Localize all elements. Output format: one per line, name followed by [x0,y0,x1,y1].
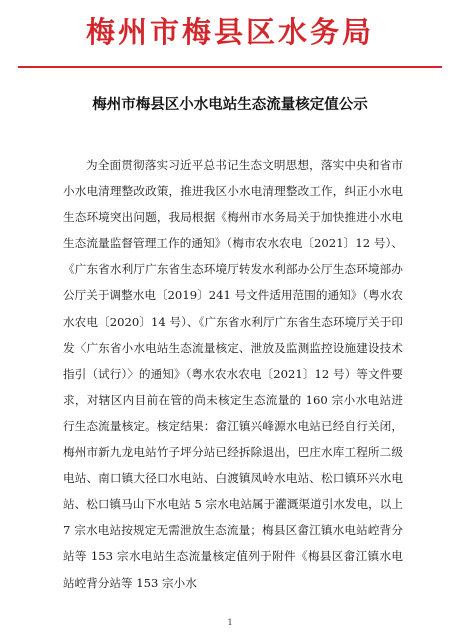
document-title: 梅州市梅县区小水电站生态流量核定值公示 [92,97,368,113]
red-header-rule [18,66,442,68]
agency-masthead: 梅州市梅县区水务局 [85,15,374,49]
page-number: 1 [227,618,233,627]
document-body-paragraph: 为全面贯彻落实习近平总书记生态文明思想，落实中央和省市小水电清理整改政策，推进我区小水电清理整改工作，纠正小水电生态环境突出问题，我局根据《梅州市水务局关于加快推进小水电生态流量监督管理工作的通知》（梅市农水农电〔2021〕12 号）、《广东省水利厅广东省生态环境厅转发水利部办公厅生态环境部办公厅关于调整水电〔2019〕241 号文件适用范围的通知》（粤水农水农电〔2020〕14 号）、《广东省水利厅广东省生态环境厅关于印发〈广东省小水电站生态流量核定、泄放及监测监控设施建设技术指引（试行）〉的通知》（粤水农水农电〔2021〕12 号）等文件要求，对辖区内目前在管的尚未核定生态流量的 160 宗小水电站进行生态流量核定。核定结果：畲江镇兴峰源水电站已经自行关闭，梅州市新九龙电站竹子坪分站已经拆除退出，巴庄水库工程所二级电站、南口镇大径口水电站、白渡镇凤岭水电站、松口镇环兴水电站、松口镇马山下水电站 5 宗水电站属于灌溉渠道引水发电，以上 7 宗水电站按规定无需泄放生态流量；梅县区畲江镇水电站崆背分站等 153 宗水电站生态流量核定值列于附件《梅县区畲江镇水电站崆背分站等 153 宗小水 [63,158,403,590]
